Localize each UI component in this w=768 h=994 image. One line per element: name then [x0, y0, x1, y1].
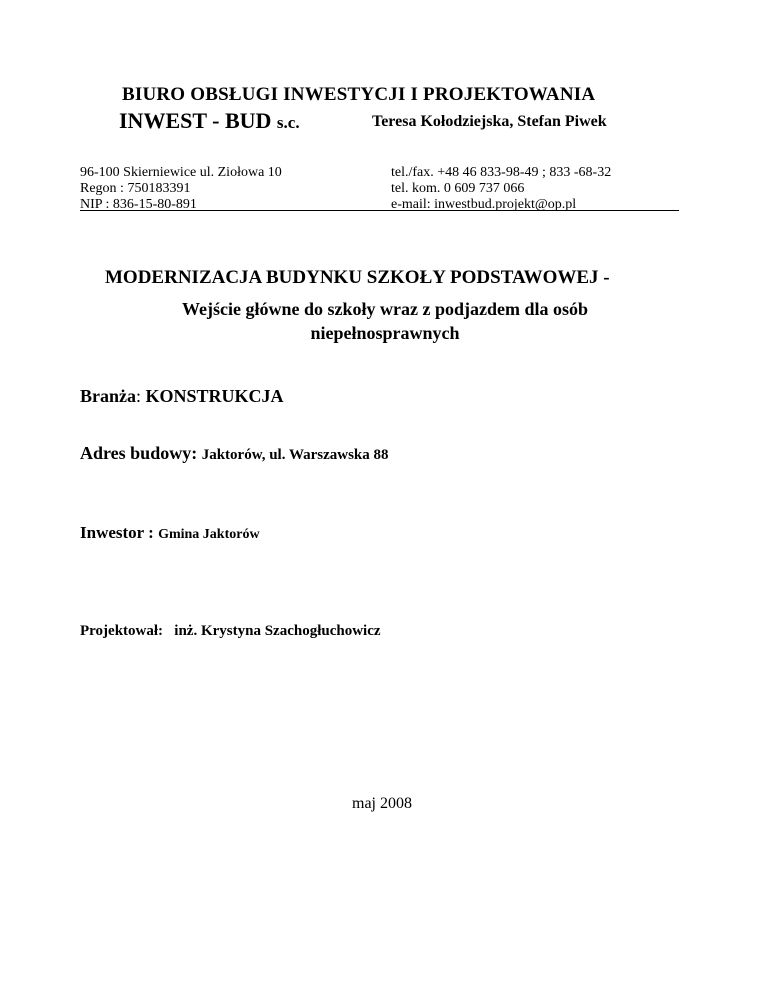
project-title: MODERNIZACJA BUDYNKU SZKOŁY PODSTAWOWEJ - — [105, 267, 610, 288]
inwestor-value: Gmina Jaktorów — [158, 527, 260, 542]
contact-right-block — [391, 165, 611, 213]
header-divider — [80, 210, 679, 211]
firm-phone-fax: tel./fax. +48 46 833-98-49 ; 833 -68-32 — [391, 165, 612, 180]
branza-label: Branża — [80, 386, 136, 406]
firm-address: 96-100 Skierniewice ul. Ziołowa 10 — [80, 165, 282, 180]
project-subtitle: Wejście główne do szkoły wraz z podjazdem dla osób niepełnosprawnych — [182, 299, 588, 343]
contact-left-block — [80, 165, 282, 213]
branza-separator: : — [136, 386, 146, 406]
adres-value: Jaktorów, ul. Warszawska 88 — [201, 447, 389, 463]
adres-label: Adres budowy: — [80, 443, 202, 463]
projektowal-label: Projektował: — [80, 623, 175, 639]
document-date: maj 2008 — [352, 795, 412, 812]
firm-owners: Teresa Kołodziejska, Stefan Piwek — [372, 113, 607, 130]
inwestor-label: Inwestor : — [80, 523, 159, 542]
projektowal-value: inż. Krystyna Szachogłuchowicz — [174, 623, 381, 639]
firm-mobile: tel. kom. 0 609 737 066 — [391, 181, 525, 196]
firm-email: e-mail: inwestbud.projekt@op.pl — [391, 197, 577, 212]
firm-short-name — [119, 108, 300, 134]
firm-short-text: INWEST - BUD — [119, 108, 272, 133]
firm-regon: Regon : 750183391 — [80, 181, 191, 196]
branza-line — [80, 386, 284, 407]
firm-name: BIURO OBSŁUGI INWESTYCJI I PROJEKTOWANIA — [122, 84, 596, 105]
projektowal-line — [80, 623, 381, 640]
inwestor-line — [80, 523, 260, 543]
adres-line — [80, 443, 389, 464]
branza-value: KONSTRUKCJA — [145, 386, 284, 406]
firm-nip: NIP : 836-15-80-891 — [80, 197, 197, 212]
firm-legal-suffix: s.c. — [276, 113, 300, 132]
